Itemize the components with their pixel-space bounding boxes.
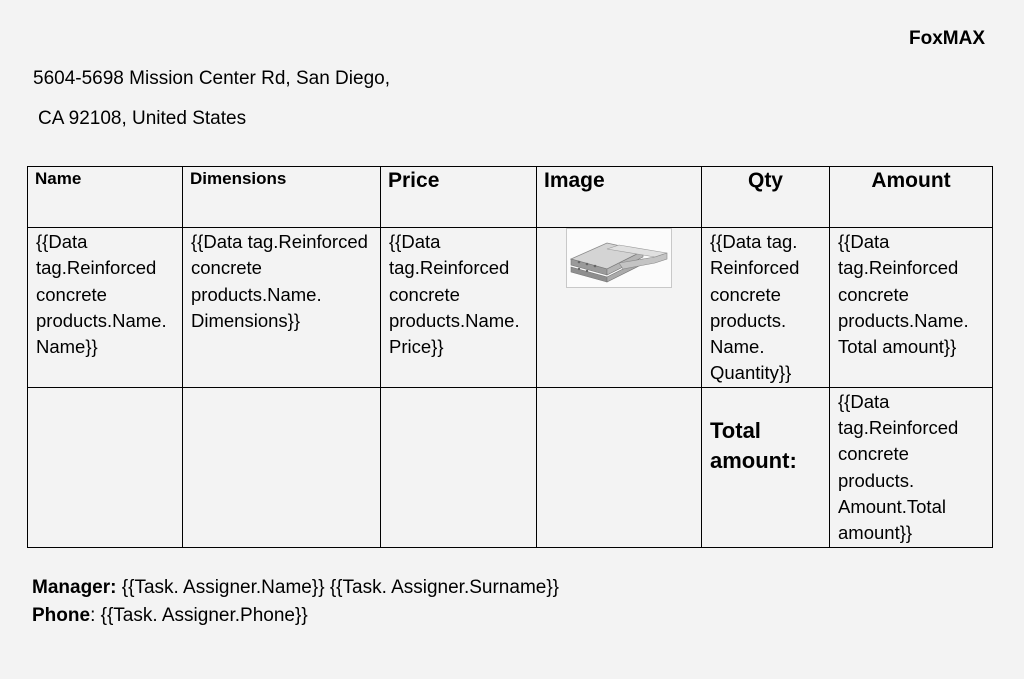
concrete-slabs-image [566,228,672,288]
manager-line [32,574,559,602]
cell-price: {{Data tag.Reinforced concrete products.Name. Price}} [381,228,537,388]
total-value-cell: {{Data tag.Reinforced concrete products. Amount.Total amount}} [830,387,993,547]
header-qty: Qty [702,167,830,228]
empty-cell [537,387,702,547]
cell-dimensions: {{Data tag.Reinforced concrete products.Name. Dimensions}} [183,228,381,388]
phone-line [32,602,559,630]
total-label-cell [702,387,830,547]
phone-value: : {{Task. Assigner.Phone}} [90,605,308,626]
empty-cell [28,387,183,547]
cell-name: {{Data tag.Reinforced concrete products.Name. Name}} [28,228,183,388]
company-name: FoxMAX [909,28,985,49]
footer [32,574,559,630]
cell-qty: {{Data tag. Reinforced concrete products. Name. Quantity}} [702,228,830,388]
header-name: Name [28,167,183,228]
phone-label: Phone [32,605,91,626]
table-row [28,228,993,388]
address-line-1: 5604-5698 Mission Center Rd, San Diego, [33,68,390,89]
cell-image [537,228,702,388]
header-image: Image [537,167,702,228]
cell-amount: {{Data tag.Reinforced concrete products.Name. Total amount}} [830,228,993,388]
manager-value: {{Task. Assigner.Name}} {{Task. Assigner.Surname}} [121,577,560,598]
header-amount: Amount [830,167,993,228]
header-price: Price [381,167,537,228]
manager-label: Manager: [32,577,117,598]
empty-cell [381,387,537,547]
total-label: Total amount: [710,417,797,473]
address-line-2: CA 92108, United States [38,108,247,129]
table-total-row [28,387,993,547]
products-table [27,166,993,548]
table-header-row [28,167,993,228]
header-dimensions: Dimensions [183,167,381,228]
empty-cell [183,387,381,547]
